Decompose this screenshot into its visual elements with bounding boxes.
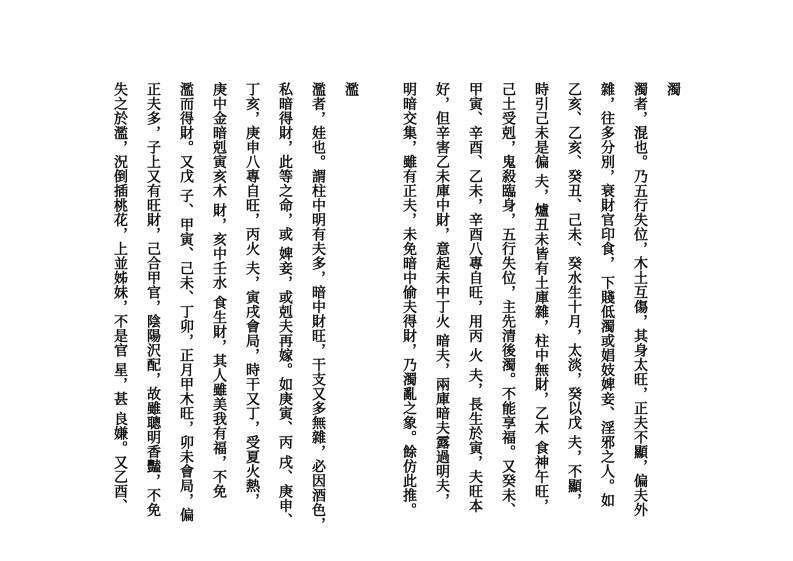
text-line: 失之於濫，況倒插桃花，上並姊妹，不是官 星，甚 良嫌。又乙酉、 (112, 82, 128, 514)
text-line: 己土受剋，鬼殺臨身，五行失位，主先清後濁。不能享福。又癸未、 (500, 82, 516, 517)
text-line: 私暗得財，此等之命，或 婢妾，或剋夫再嫁。如庚寅、丙 戌、庚申、 (277, 82, 293, 528)
text-line: 乙亥、乙亥、癸丑、己未、癸水生十月，太淡，癸以戊 夫，不顯， (566, 82, 582, 508)
text-line: 時引己未是偏 夫，爐丑未皆有土庫雜，柱中無財，乙木 食神午旺， (533, 82, 549, 514)
text-line: 丁亥，庚申八專自旺，丙火 夫，寅戌會局，時干又丁，受夏火熱， (244, 82, 260, 508)
text-line: 濫者，娃也。謂柱中明有夫多，暗中財旺，干支又多無雜，必因酒色， (310, 82, 326, 532)
vertical-text-body (103, 82, 689, 532)
text-line: 庚中金暗剋寅亥木 財，亥中壬水 食生財，其人雖美我有福，不免 (211, 82, 227, 499)
section-spacer (367, 82, 392, 502)
section-heading-zhuo: 濁 (665, 82, 681, 97)
text-line: 濫而得財。又戊 子、甲寅、己未、丁卯，正月甲木旺，卯未會局，偏 (178, 82, 194, 523)
text-line: 濁者，混也。乃五行失位，木土互傷，其身太旺，正夫不顯，偏夫外 (632, 82, 648, 517)
text-line: 雜，往多分別，衰財官印食， 下賤低濁或娼妓婢妾、淫邪之人。如 (599, 82, 615, 508)
text-line: 甲寅、辛酉、乙未，辛酉八專自旺，用丙 火 夫，長生於寅，夫旺本 (467, 82, 483, 514)
text-line: 好，但辛害乙未庫中財，意起未中丁火 暗夫，兩庫暗夫露過明夫， (434, 82, 450, 508)
text-line: 明暗交集，雖有正夫，未免暗中偷夫得財，乃濁亂之象。餘仿此推。 (401, 82, 417, 517)
section-heading-lan: 濫 (343, 82, 359, 97)
text-line: 正夫多，子上又有旺財，己合甲官，陰陽沢配，故雖聰明香豔，不免 (145, 82, 161, 517)
